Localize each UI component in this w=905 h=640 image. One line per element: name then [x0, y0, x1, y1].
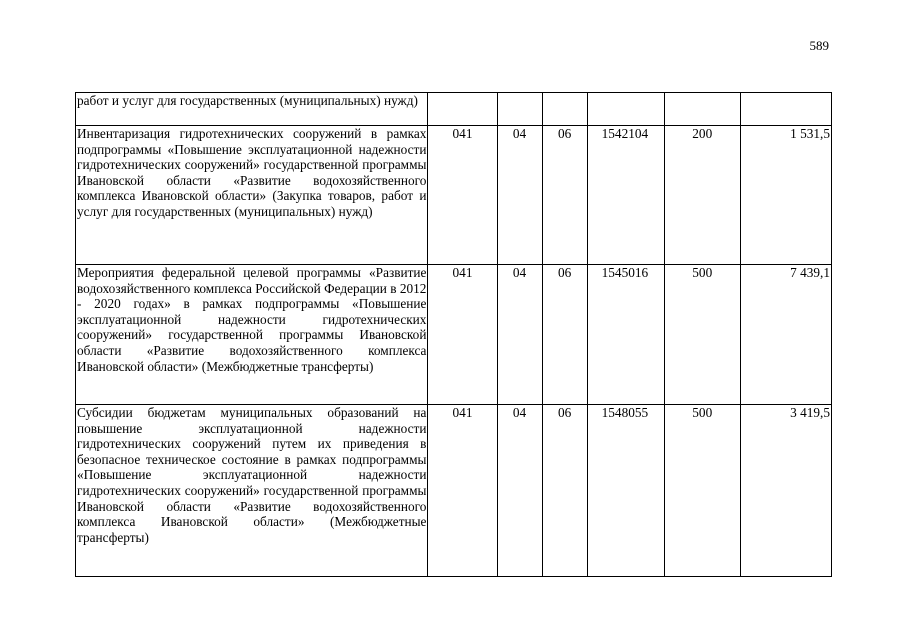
section-code: 04 [497, 126, 542, 265]
ved-code: 041 [428, 126, 497, 265]
subsection-code: 06 [542, 405, 587, 577]
section-code: 04 [497, 265, 542, 405]
subsection-code [542, 93, 587, 126]
row-description: работ и услуг для государственных (муниципальных) нужд) [76, 93, 428, 126]
subsection-code: 06 [542, 126, 587, 265]
amount: 7 439,1 [740, 265, 831, 405]
expense-type-code: 200 [664, 126, 740, 265]
ved-code: 041 [428, 405, 497, 577]
target-article-code [587, 93, 664, 126]
target-article-code: 1542104 [587, 126, 664, 265]
expense-type-code: 500 [664, 265, 740, 405]
page-number: 589 [809, 38, 829, 53]
target-article-code: 1545016 [587, 265, 664, 405]
table-row [76, 405, 832, 577]
expense-type-code [664, 93, 740, 126]
subsection-code: 06 [542, 265, 587, 405]
amount: 3 419,5 [740, 405, 831, 577]
row-description: Субсидии бюджетам муниципальных образований на повышение эксплуатационной надежности гидротехнических сооружений путем их приведения в безопасное техническое состояние в рамках подпрограммы «Повышение эксплуатационной надежности гидротехнических сооружений» государственной программы Ивановской области «Развитие водохозяйственного комплекса Ивановской области» (Межбюджетные трансферты) [76, 405, 428, 577]
section-code [497, 93, 542, 126]
table-row [76, 93, 832, 126]
amount: 1 531,5 [740, 126, 831, 265]
table-row [76, 126, 832, 265]
target-article-code: 1548055 [587, 405, 664, 577]
section-code: 04 [497, 405, 542, 577]
amount [740, 93, 831, 126]
row-description: Мероприятия федеральной целевой программы «Развитие водохозяйственного комплекса Российской Федерации в 2012 - 2020 годах» в рамках подпрограммы «Повышение эксплуатационной надежности гидротехнических сооружений» государственной программы Ивановской области «Развитие водохозяйственного комплекса Ивановской области» (Межбюджетные трансферты) [76, 265, 428, 405]
table-row [76, 265, 832, 405]
budget-table [75, 92, 832, 577]
ved-code: 041 [428, 265, 497, 405]
ved-code [428, 93, 497, 126]
expense-type-code: 500 [664, 405, 740, 577]
row-description: Инвентаризация гидротехнических сооружений в рамках подпрограммы «Повышение эксплуатационной надежности гидротехнических сооружений» государственной программы Ивановской области «Развитие водохозяйственного комплекса Ивановской области» (Закупка товаров, работ и услуг для государственных (муниципальных) нужд) [76, 126, 428, 265]
